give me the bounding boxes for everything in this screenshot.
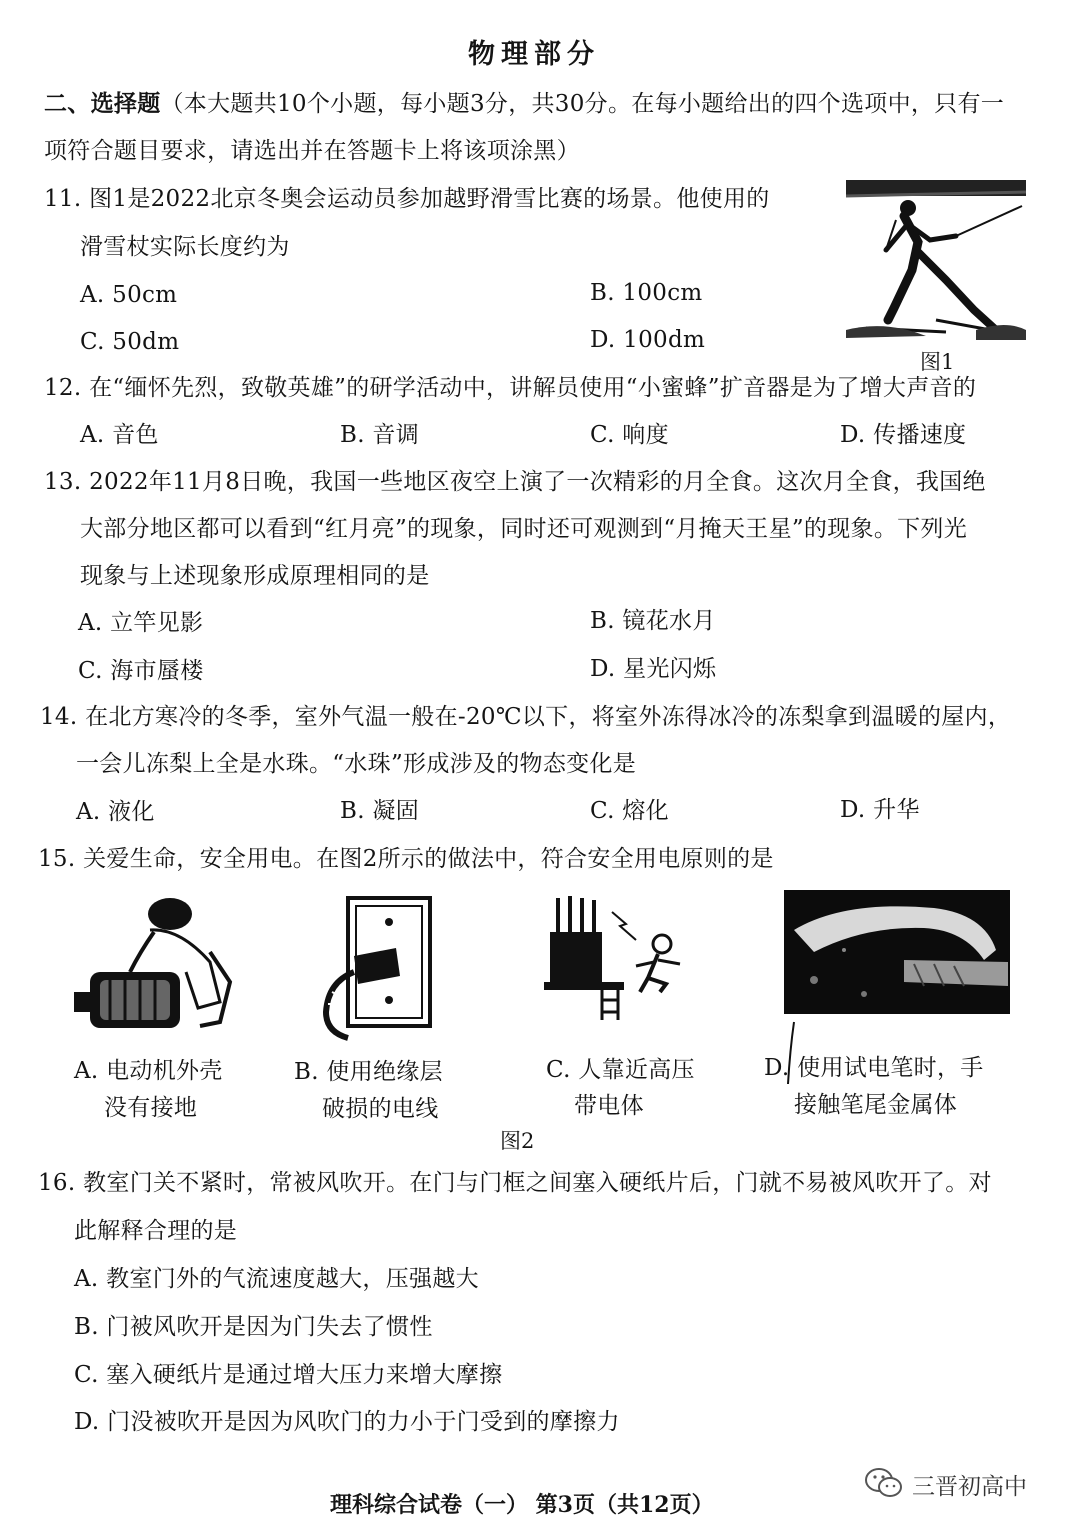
q11-stem-line1: 11. 图1是2022北京冬奥会运动员参加越野滑雪比赛的场景。他使用的 — [44, 186, 770, 212]
figure-2c-high-voltage — [540, 892, 700, 1022]
q14-option-d: D. 升华 — [840, 797, 920, 823]
q14-stem-line1: 14. 在北方寒冷的冬季，室外气温一般在-20℃以下，将室外冻得冰冷的冻梨拿到温暖的屋内， — [40, 704, 1012, 730]
q16-option-d: D. 门没被吹开是因为风吹门的力小于门受到的摩擦力 — [74, 1409, 620, 1435]
q13-stem-line2: 大部分地区都可以看到“红月亮”的现象，同时还可观测到“月掩天王星”的现象。下列光 — [80, 516, 968, 542]
q14-stem-line2: 一会儿冻梨上全是水珠。“水珠”形成涉及的物态变化是 — [76, 751, 637, 777]
fig2-caption-b-line1: B. 使用绝缘层 — [294, 1059, 443, 1085]
q12-option-a: A. 音色 — [80, 422, 159, 448]
section-instructions — [44, 89, 1004, 119]
wechat-icon — [864, 1466, 904, 1500]
figure-1-caption: 图1 — [920, 350, 955, 374]
q12-option-d: D. 传播速度 — [840, 422, 967, 448]
fig2-caption-b-line2: 破损的电线 — [322, 1096, 439, 1122]
q14-option-c: C. 熔化 — [590, 798, 669, 824]
fig2-caption-a-line1: A. 电动机外壳 — [74, 1058, 223, 1084]
figure-2b-socket — [318, 892, 438, 1042]
fig2-caption-d-line2: 接触笔尾金属体 — [794, 1092, 958, 1118]
fig2-caption-a-line2: 没有接地 — [104, 1095, 198, 1121]
q11-stem-line2: 滑雪杖实际长度约为 — [80, 234, 290, 260]
q16-option-a: A. 教室门外的气流速度越大，压强越大 — [74, 1266, 479, 1292]
figure-2d-test-pen — [784, 890, 1010, 1020]
q11-option-b: B. 100cm — [590, 280, 703, 306]
figure-2a-motor — [70, 892, 240, 1042]
fig2-caption-c-line1: C. 人靠近高压 — [546, 1057, 695, 1083]
q12-option-c: C. 响度 — [590, 422, 669, 448]
q15-stem-line1: 15. 关爱生命，安全用电。在图2所示的做法中，符合安全用电原则的是 — [38, 846, 774, 872]
q13-option-b: B. 镜花水月 — [590, 608, 716, 634]
q13-stem-line1: 13. 2022年11月8日晚，我国一些地区夜空上演了一次精彩的月全食。这次月全食，我国绝 — [44, 469, 986, 495]
figure-1-skier — [846, 180, 1026, 340]
q16-stem-line1: 16. 教室门关不紧时，常被风吹开。在门与门框之间塞入硬纸片后，门就不易被风吹开了。对 — [38, 1170, 992, 1196]
q11-option-d: D. 100dm — [590, 327, 706, 353]
q11-option-a: A. 50cm — [80, 282, 178, 308]
q16-option-c: C. 塞入硬纸片是通过增大压力来增大摩擦 — [74, 1362, 503, 1388]
section-heading: 二、选择题 — [44, 90, 161, 117]
fig2-caption-c-line2: 带电体 — [574, 1093, 644, 1119]
figure-2-caption: 图2 — [500, 1129, 535, 1153]
q16-stem-line2: 此解释合理的是 — [74, 1218, 238, 1244]
section-instructions-line2: 项符合题目要求，请选出并在答题卡上将该项涂黑） — [44, 138, 580, 164]
q14-option-b: B. 凝固 — [340, 798, 420, 824]
q12-option-b: B. 音调 — [340, 422, 420, 448]
q13-option-c: C. 海市蜃楼 — [78, 658, 204, 684]
watermark-text: 三晋初高中 — [912, 1474, 1027, 1500]
q16-option-b: B. 门被风吹开是因为门失去了惯性 — [74, 1314, 433, 1340]
q13-option-a: A. 立竿见影 — [78, 610, 204, 636]
q11-option-c: C. 50dm — [80, 329, 180, 355]
q13-stem-line3: 现象与上述现象形成原理相同的是 — [80, 563, 430, 589]
page-footer: 理科综合试卷（一） 第3页（共12页） — [330, 1492, 714, 1518]
q14-option-a: A. 液化 — [76, 799, 155, 825]
q13-option-d: D. 星光闪烁 — [590, 656, 717, 682]
page-title: 物理部分 — [468, 39, 600, 70]
section-instructions-line1: （本大题共10个小题，每小题3分，共30分。在每小题给出的四个选项中，只有一 — [160, 91, 1005, 117]
q12-stem-line1: 12. 在“缅怀先烈，致敬英雄”的研学活动中，讲解员使用“小蜜蜂”扩音器是为了增大声音的 — [44, 375, 977, 401]
fig2-caption-d-line1: D. 使用试电笔时，手 — [764, 1055, 984, 1081]
